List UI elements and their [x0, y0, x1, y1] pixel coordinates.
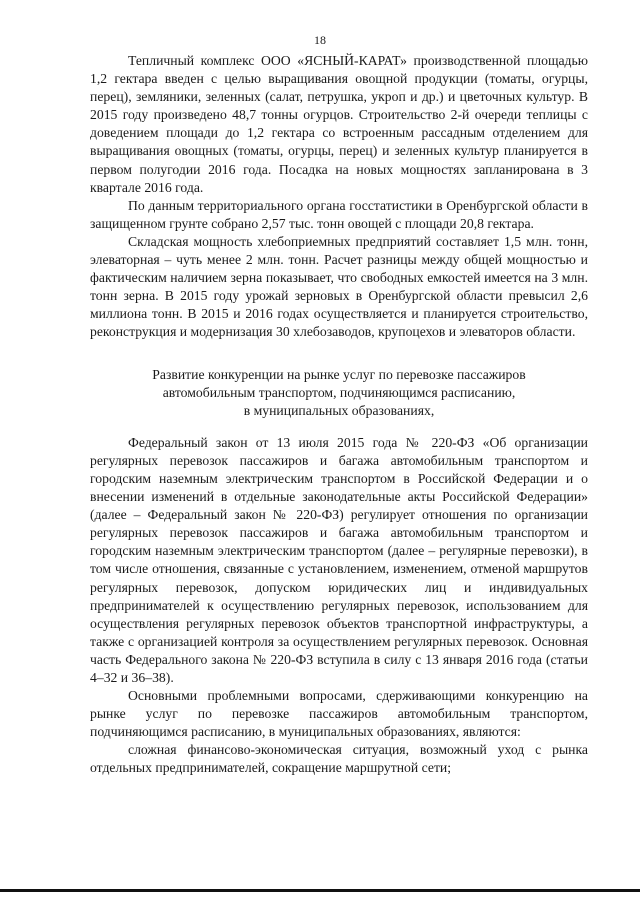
- page-number: 18: [314, 33, 326, 47]
- section-heading: [90, 366, 588, 420]
- section-heading-line-2: автомобильным транспортом, подчиняющимся расписанию,: [162, 384, 516, 400]
- paragraph-statistics: По данным территориального органа госстатистики в Оренбургской области в защищенном грунте собрано 2,57 тыс. тонн овощей с площади 20,8 гектара.: [90, 197, 588, 231]
- section-heading-line-3: в муниципальных образованиях,: [243, 402, 435, 418]
- paragraph-greenhouse: Тепличный комплекс ООО «ЯСНЫЙ-КАРАТ» производственной площадью 1,2 гектара введен с целью выращивания овощной продукции (томаты, огурцы, перец), земляники, зеленных (салат, петрушка, укроп и др.) и цветочных культур. В 2015 году произведено 48,7 тонны огурцов. Строительство 2-й очереди теплицы с доведением площади до 1,2 гектара со встроенным рассадным отделением для выращивания овощных (томаты, огурцы, перец) и зеленных культур планируется в первом полугодии 2016 года. Посадка на новых мощностях запланирована в 3 квартале 2016 года.: [90, 53, 588, 195]
- paragraph-federal-law: Федеральный закон от 13 июля 2015 года № 220-ФЗ «Об организации регулярных перевозок пассажиров и багажа автомобильным транспортом и городским наземным электрическим транспортом в Российской Федерации и о внесении изменений в отдельные законодательные акты Российской Федерации» (далее – Федеральный закон № 220-ФЗ) регулирует отношения по организации регулярных перевозок пассажиров и багажа автомобильным транспортом и городским наземным электрическим транспортом (далее – регулярные перевозки), в том числе отношения, связанные с установлением, изменением, отменой маршрутов регулярных перевозок, допуском юридических лиц и индивидуальных предпринимателей к осуществлению регулярных перевозок, использованием для осуществления регулярных перевозок объектов транспортной инфраструктуры, а также с организацией контроля за осуществлением регулярных перевозок. Основная часть Федерального закона № 220-ФЗ вступила в силу с 13 января 2016 года (статьи 4–32 и 36–38).: [90, 434, 588, 685]
- footer-rule: [0, 889, 640, 892]
- paragraph-problem-item: сложная финансово-экономическая ситуация, возможный уход с рынка отдельных предпринимателей, сокращение маршрутной сети;: [90, 742, 588, 776]
- section-heading-line-1: Развитие конкуренции на рынке услуг по перевозке пассажиров: [152, 366, 526, 382]
- document-body: [90, 52, 588, 778]
- paragraph-grain-storage: Складская мощность хлебоприемных предприятий составляет 1,5 млн. тонн, элеваторная – чуть менее 2 млн. тонн. Расчет разницы между общей мощностью и фактическим наличием зерна показывает, что свободных емкостей имеется на 3 млн. тонн зерна. В 2015 году урожай зерновых в Оренбургской области превысил 2,6 миллиона тонн. В 2015 и 2016 годах осуществляется и планируется строительство, реконструкция и модернизация 30 хлебозаводов, крупоцехов и элеваторов области.: [90, 233, 588, 340]
- paragraph-problems-intro: Основными проблемными вопросами, сдерживающими конкуренцию на рынке услуг по перевозке пассажиров автомобильным транспортом, подчиняющимся расписанию, в муниципальных образованиях, являются:: [90, 688, 588, 740]
